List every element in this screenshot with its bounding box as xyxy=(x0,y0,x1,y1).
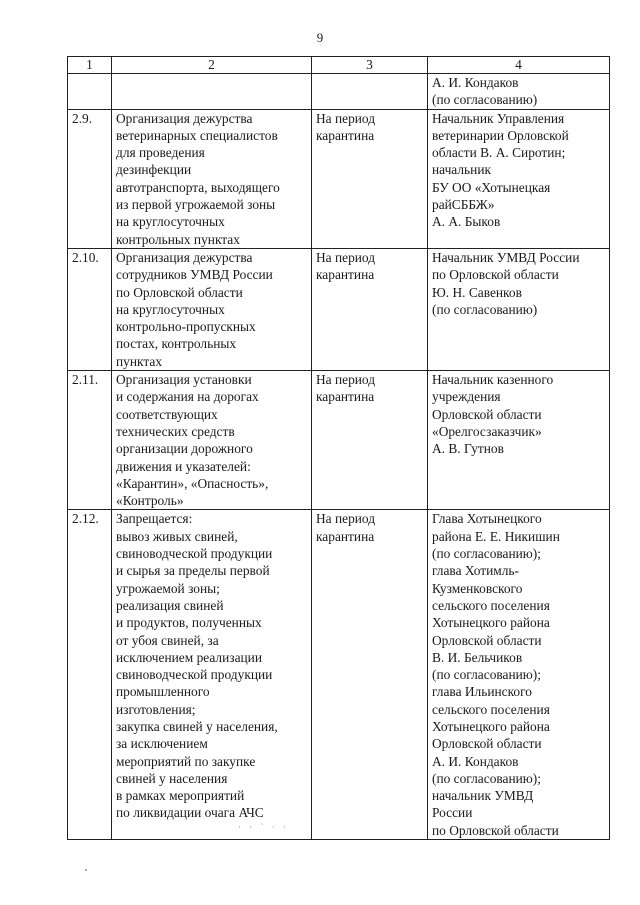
responsible-cell-line: А. В. Гутнов xyxy=(432,441,504,457)
table-row xyxy=(68,510,610,840)
responsible-cell-line: сельского поселения xyxy=(432,701,550,717)
measure-cell-line: свиней у населения xyxy=(116,770,228,786)
measure-cell-line: свиноводческой продукции xyxy=(116,546,273,562)
scan-artifact-mark: · · ` · · xyxy=(238,822,289,832)
measure-cell-line: Организация дежурства xyxy=(116,249,253,265)
responsible-cell-line: «Орелгосзаказчик» xyxy=(432,423,542,439)
responsible-cell-line: начальник УМВД xyxy=(432,788,534,804)
table-row xyxy=(68,248,610,370)
measure-cell-line: и содержания на дорогах xyxy=(116,389,259,405)
measure-cell-line: закупка свиней у населения, xyxy=(116,718,278,734)
column-header-3: 3 xyxy=(312,57,428,74)
responsible-cell-line: области В. А. Сиротин; xyxy=(432,145,566,161)
measure-cell-line: вывоз живых свиней, xyxy=(116,528,238,544)
header-row xyxy=(68,57,610,74)
responsible-cell-line: Хотынецкого района xyxy=(432,615,550,631)
measure-cell xyxy=(112,248,312,370)
measure-cell-line: на круглосуточных xyxy=(116,214,225,230)
measure-cell xyxy=(112,74,312,110)
measure-cell-line: движения и указателей: xyxy=(116,458,251,474)
responsible-cell xyxy=(428,109,610,248)
row-number: 2.9. xyxy=(68,109,112,248)
responsible-cell-line: района Е. Е. Никишин xyxy=(432,528,560,544)
measure-cell-line: контрольных пунктах xyxy=(116,231,240,247)
period-cell xyxy=(312,248,428,370)
measure-cell-line: для проведения xyxy=(116,145,205,161)
measure-cell-line: соответствующих xyxy=(116,406,218,422)
measure-cell-line: ветеринарных специалистов xyxy=(116,127,278,143)
responsible-cell-line: Начальник казенного xyxy=(432,372,554,388)
measure-cell-line: постах, контрольных xyxy=(116,336,237,352)
column-header-2: 2 xyxy=(112,57,312,74)
measure-cell-line: в рамках мероприятий xyxy=(116,788,245,804)
measure-cell-line: пунктах xyxy=(116,353,163,369)
measure-cell xyxy=(112,109,312,248)
measure-cell-line: изготовления; xyxy=(116,701,196,717)
responsible-cell-line: А. И. Кондаков xyxy=(432,753,519,769)
measure-cell xyxy=(112,510,312,840)
measure-cell-line: «Контроль» xyxy=(116,493,184,509)
measure-cell-line: по Орловской области xyxy=(116,284,243,300)
responsible-cell-line: России xyxy=(432,805,473,821)
row-number: 2.11. xyxy=(68,371,112,510)
period-cell-line: На период xyxy=(316,372,376,388)
period-cell-line: карантина xyxy=(316,389,375,405)
measure-cell-line: свиноводческой продукции xyxy=(116,667,273,683)
responsible-cell-line: Орловской области xyxy=(432,736,542,752)
responsible-cell xyxy=(428,74,610,110)
period-cell-line: На период xyxy=(316,110,376,126)
period-cell-line: карантина xyxy=(316,127,375,143)
measure-cell-line: из первой угрожаемой зоны xyxy=(116,197,276,213)
responsible-cell-line: ветеринарии Орловской xyxy=(432,127,569,143)
responsible-cell-line: сельского поселения xyxy=(432,597,550,613)
responsible-cell-line: райСББЖ» xyxy=(432,197,495,213)
responsible-cell-line: А. А. Быков xyxy=(432,214,501,230)
measure-cell-line: дезинфекции xyxy=(116,162,192,178)
responsible-cell-line: БУ ОО «Хотынецкая xyxy=(432,179,551,195)
measure-cell xyxy=(112,371,312,510)
responsible-cell-line: (по согласованию); xyxy=(432,546,541,562)
measure-cell-line: от убоя свиней, за xyxy=(116,632,219,648)
responsible-cell-line: (по согласованию) xyxy=(432,92,538,108)
column-header-4: 4 xyxy=(428,57,610,74)
row-number xyxy=(68,74,112,110)
responsible-cell-line: (по согласованию) xyxy=(432,301,538,317)
responsible-cell-line: учреждения xyxy=(432,389,501,405)
period-cell-line: На период xyxy=(316,249,376,265)
responsible-cell xyxy=(428,248,610,370)
measure-cell-line: исключением реализации xyxy=(116,649,263,665)
responsible-cell xyxy=(428,371,610,510)
period-cell-line: На период xyxy=(316,511,376,527)
responsible-cell xyxy=(428,510,610,840)
measure-cell-line: Организация дежурства xyxy=(116,110,253,126)
measure-cell-line: Запрещается: xyxy=(116,511,193,527)
measure-cell-line: мероприятий по закупке xyxy=(116,753,256,769)
table-row xyxy=(68,74,610,110)
measure-cell-line: и продуктов, полученных xyxy=(116,615,262,631)
scan-speck xyxy=(85,869,87,871)
responsible-cell-line: (по согласованию); xyxy=(432,667,541,683)
responsible-cell-line: (по согласованию); xyxy=(432,770,541,786)
measure-cell-line: Организация установки xyxy=(116,372,252,388)
period-cell xyxy=(312,74,428,110)
responsible-cell-line: А. И. Кондаков xyxy=(432,75,519,90)
responsible-cell-line: Орловской области xyxy=(432,632,542,648)
measure-cell-line: на круглосуточных xyxy=(116,301,225,317)
responsible-cell-line: Начальник Управления xyxy=(432,110,565,126)
measure-cell-line: за исключением xyxy=(116,736,208,752)
measure-cell-line: угрожаемой зоны; xyxy=(116,580,220,596)
period-cell xyxy=(312,510,428,840)
responsible-cell-line: Орловской области xyxy=(432,406,542,422)
measure-cell-line: технических средств xyxy=(116,423,235,439)
responsible-cell-line: Ю. Н. Савенков xyxy=(432,284,522,300)
measure-cell-line: реализация свиней xyxy=(116,597,224,613)
measure-cell-line: и сырья за пределы первой xyxy=(116,563,270,579)
responsible-cell-line: Хотынецкого района xyxy=(432,718,550,734)
responsible-cell-line: глава Ильинского xyxy=(432,684,532,700)
table-row xyxy=(68,109,610,248)
measure-cell-line: контрольно-пропускных xyxy=(116,319,256,335)
measure-cell-line: сотрудников УМВД России xyxy=(116,267,273,283)
table-row xyxy=(68,371,610,510)
period-cell xyxy=(312,371,428,510)
column-header-1: 1 xyxy=(68,57,112,74)
period-cell-line: карантина xyxy=(316,528,375,544)
responsible-cell-line: В. И. Бельчиков xyxy=(432,649,523,665)
responsible-cell-line: по Орловской области xyxy=(432,267,559,283)
responsible-cell-line: начальник xyxy=(432,162,491,178)
period-cell-line: карантина xyxy=(316,267,375,283)
row-number: 2.12. xyxy=(68,510,112,840)
responsible-cell-line: Кузменковского xyxy=(432,580,523,596)
measures-table xyxy=(67,56,610,840)
responsible-cell-line: глава Хотимль- xyxy=(432,563,519,579)
page-number: 9 xyxy=(316,30,324,45)
row-number: 2.10. xyxy=(68,248,112,370)
responsible-cell-line: Начальник УМВД России xyxy=(432,249,580,265)
responsible-cell-line: по Орловской области xyxy=(432,822,559,838)
measure-cell-line: по ликвидации очага АЧС xyxy=(116,805,264,821)
measure-cell-line: «Карантин», «Опасность», xyxy=(116,475,269,491)
measure-cell-line: организации дорожного xyxy=(116,441,253,457)
measure-cell-line: промышленного xyxy=(116,684,210,700)
measure-cell-line: автотранспорта, выходящего xyxy=(116,179,280,195)
period-cell xyxy=(312,109,428,248)
responsible-cell-line: Глава Хотынецкого xyxy=(432,511,542,527)
